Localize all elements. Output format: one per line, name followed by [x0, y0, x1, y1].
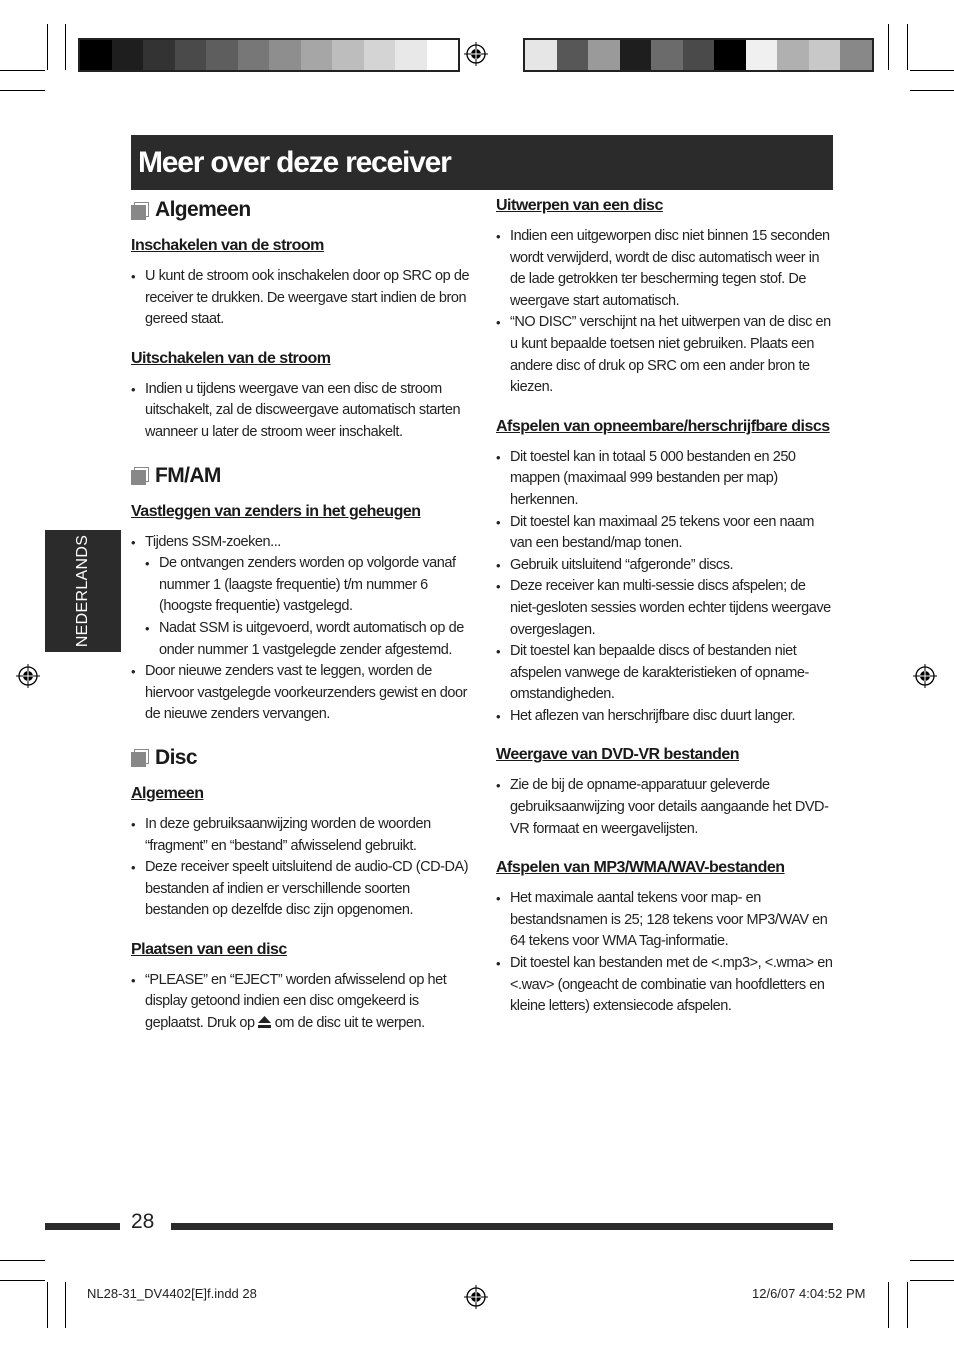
color-calibration-bar-left [78, 38, 460, 72]
list-item: • Zie de bij de opname-apparatuur geleverde gebruiksaanwijzing voor details aangaande het DVD-VR formaat en weergavelijsten. [496, 775, 834, 840]
color-swatch [683, 40, 715, 70]
list-item [131, 532, 471, 662]
crop-mark [0, 1280, 45, 1281]
crop-mark [47, 1282, 48, 1328]
color-swatch [364, 40, 396, 70]
color-swatch [651, 40, 683, 70]
list-item: • Dit toestel kan bestanden met de <.mp3>, <.wma> en <.wav> (ongeacht de combinatie van hoofdletters en kleine letters) extensiecode afspelen. [496, 953, 834, 1018]
section-heading-text: Algemeen [155, 198, 251, 221]
color-swatch [525, 40, 557, 70]
list-item-text: om de disc uit te werpen. [274, 1015, 425, 1032]
color-swatch [301, 40, 333, 70]
section-heading-disc [131, 743, 471, 773]
color-swatch [175, 40, 207, 70]
page-number: 28 [131, 1210, 155, 1233]
list-item-text: Tijdens SSM-zoeken... [145, 533, 281, 550]
page-title-bar [131, 135, 833, 190]
list-item: • In deze gebruiksaanwijzing worden de woorden “fragment” en “bestand” afwisselend gebruikt. [131, 814, 471, 857]
color-swatch [809, 40, 841, 70]
footer-rule-right [171, 1223, 833, 1230]
bullet-list [496, 447, 834, 728]
bullet-list [131, 266, 471, 331]
crop-mark [0, 70, 45, 71]
color-swatch [143, 40, 175, 70]
eject-icon [258, 1016, 271, 1028]
subheading-afspelen: Afspelen van opneembare/herschrijfbare discs [496, 417, 830, 435]
list-item: • Dit toestel kan maximaal 25 tekens voor een naam van een bestand/map tonen. [496, 512, 834, 555]
print-slug-date: 12/6/07 4:04:52 PM [752, 1286, 866, 1301]
color-swatch [395, 40, 427, 70]
color-calibration-bar-right [523, 38, 874, 72]
crop-mark [910, 1280, 954, 1281]
dash-item: • Nadat SSM is uitgevoerd, wordt automatisch op de onder nummer 1 vastgelegde zender afgestemd. [145, 618, 471, 661]
footer-rule-left [45, 1223, 120, 1230]
registration-mark-icon [464, 42, 488, 66]
section-heading-text: FM/AM [155, 463, 221, 487]
crop-mark [65, 1282, 66, 1328]
list-item: • “NO DISC” verschijnt na het uitwerpen van de disc en u kunt bepaalde toetsen niet gebruiken. Plaats een andere disc of druk op SRC om een ander bron te kiezen. [496, 312, 834, 398]
crop-mark [907, 1282, 908, 1328]
color-swatch [777, 40, 809, 70]
list-item: • Gebruik uitsluitend “afgeronde” discs. [496, 555, 834, 577]
color-swatch [238, 40, 270, 70]
color-swatch [714, 40, 746, 70]
list-item: • Deze receiver speelt uitsluitend de audio-CD (CD-DA) bestanden af indien er verschillende soorten bestanden op dezelfde disc zijn opgenomen. [131, 857, 471, 922]
crop-mark [888, 1282, 889, 1328]
bullet-list [496, 226, 834, 399]
section-square-icon [131, 752, 146, 767]
color-swatch [620, 40, 652, 70]
crop-mark [0, 90, 45, 91]
list-item-text: “PLEASE” en “EJECT” worden afwisselend op het display getoond indien een disc omgekeerd is geplaatst. Druk op [145, 971, 447, 1032]
subheading-uitschakelen: Uitschakelen van de stroom [131, 349, 331, 367]
color-swatch [206, 40, 238, 70]
color-swatch [557, 40, 589, 70]
section-heading-fmam [131, 461, 471, 491]
dash-list [145, 553, 471, 661]
subheading-vastleggen: Vastleggen van zenders in het geheugen [131, 502, 421, 520]
color-swatch [269, 40, 301, 70]
right-column [496, 195, 834, 1018]
list-item: • Het aflezen van herschrijfbare disc duurt langer. [496, 706, 834, 728]
bullet-list [496, 888, 834, 1018]
left-column [131, 195, 471, 1035]
subheading-disc-algemeen: Algemeen [131, 784, 204, 802]
list-item: • Dit toestel kan in totaal 5 000 bestanden en 250 mappen (maximaal 999 bestanden per map) herkennen. [496, 447, 834, 512]
color-swatch [588, 40, 620, 70]
page-title: Meer over deze receiver [138, 146, 451, 179]
crop-mark [0, 1260, 45, 1261]
color-swatch [746, 40, 778, 70]
registration-mark-icon [464, 1285, 488, 1309]
color-swatch [332, 40, 364, 70]
crop-mark [888, 24, 889, 70]
crop-mark [47, 24, 48, 70]
crop-mark [910, 70, 954, 71]
registration-mark-icon [913, 664, 937, 688]
dash-item: • De ontvangen zenders worden op volgorde vanaf nummer 1 (laagste frequentie) t/m nummer 6 (hoogste frequentie) vastgelegd. [145, 553, 471, 618]
subheading-mp3: Afspelen van MP3/WMA/WAV-bestanden [496, 859, 785, 877]
crop-mark [910, 1260, 954, 1261]
language-side-tab-label: NEDERLANDS [74, 534, 91, 648]
section-heading-algemeen [131, 195, 471, 225]
section-square-icon [131, 470, 146, 485]
crop-mark [910, 90, 954, 91]
bullet-list [131, 814, 471, 922]
print-slug-file: NL28-31_DV4402[E]f.indd 28 [87, 1286, 257, 1301]
bullet-list [496, 775, 834, 840]
color-swatch [840, 40, 872, 70]
list-item: • Indien een uitgeworpen disc niet binnen 15 seconden wordt verwijderd, wordt de disc automatisch weer in de lade getrokken ter bescherming tegen stof. De weergave start automatisch. [496, 226, 834, 312]
list-item: • Door nieuwe zenders vast te leggen, worden de hiervoor vastgelegde voorkeurzenders gewist en door de nieuwe zenders vervangen. [131, 661, 471, 726]
list-item: • Deze receiver kan multi-sessie discs afspelen; de niet-gesloten sessies worden echter tijdens weergave overgeslagen. [496, 576, 834, 641]
color-swatch [427, 40, 459, 70]
crop-mark [65, 24, 66, 70]
registration-mark-icon [16, 664, 40, 688]
section-square-icon [131, 205, 146, 220]
language-side-tab [45, 530, 121, 652]
list-item: • Het maximale aantal tekens voor map- en bestandsnamen is 25; 128 tekens voor MP3/WAV en 64 tekens voor WMA Tag-informatie. [496, 888, 834, 953]
color-swatch [80, 40, 112, 70]
section-heading-text: Disc [155, 745, 197, 769]
crop-mark [907, 24, 908, 70]
bullet-list [131, 532, 471, 726]
list-item: • U kunt de stroom ook inschakelen door op SRC op de receiver te drukken. De weergave start indien de bron gereed staat. [131, 266, 471, 331]
subheading-uitwerpen: Uitwerpen van een disc [496, 197, 663, 214]
bullet-list [131, 379, 471, 444]
list-item [131, 970, 471, 1035]
subheading-inschakelen: Inschakelen van de stroom [131, 237, 324, 254]
subheading-dvdvr: Weergave van DVD-VR bestanden [496, 746, 740, 764]
list-item: • Dit toestel kan bepaalde discs of bestanden niet afspelen vanwege de karakteristieken of opname-omstandigheden. [496, 641, 834, 706]
list-item: • Indien u tijdens weergave van een disc de stroom uitschakelt, zal de discweergave automatisch starten wanneer u later de stroom weer inschakelt. [131, 379, 471, 444]
bullet-list [131, 970, 471, 1035]
color-swatch [112, 40, 144, 70]
subheading-plaatsen: Plaatsen van een disc [131, 940, 287, 958]
